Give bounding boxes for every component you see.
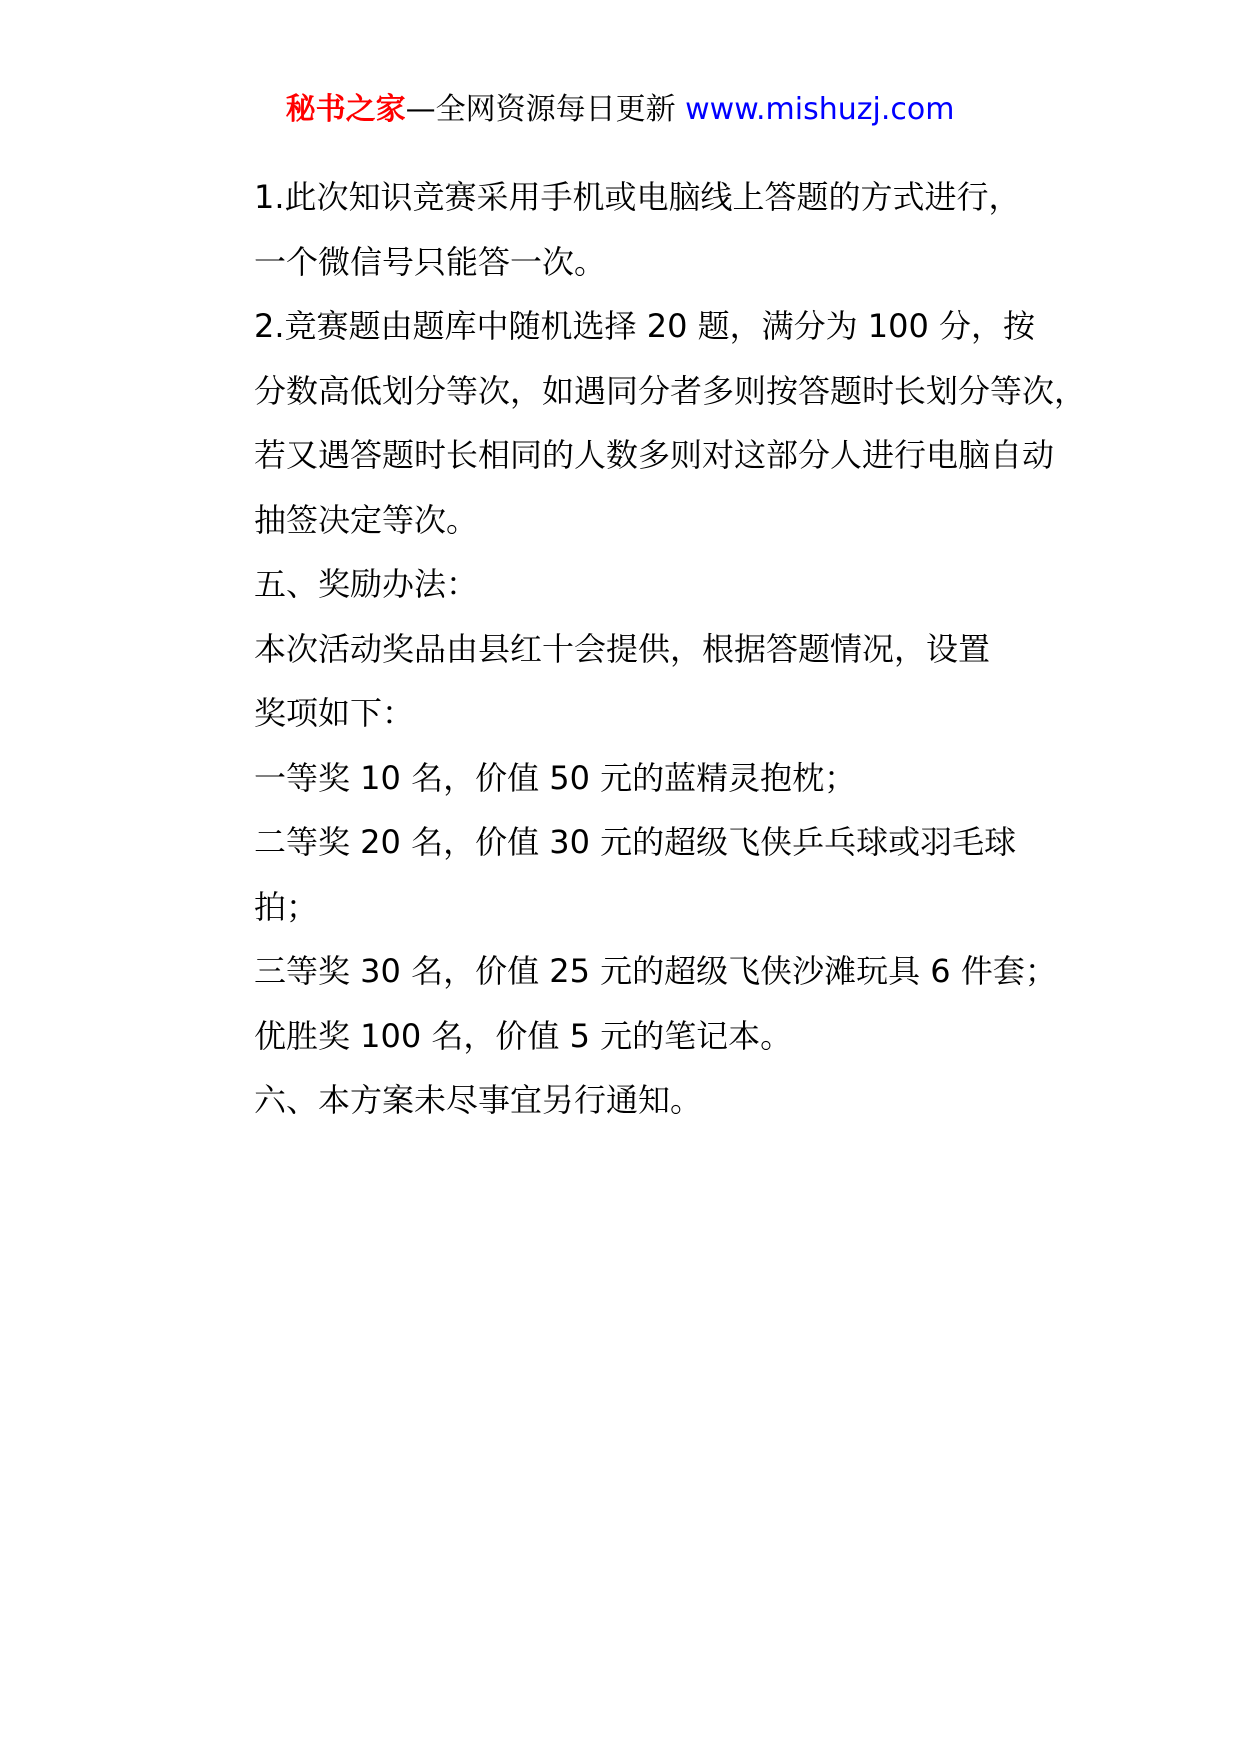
rule-paragraph-1 [188, 165, 1068, 294]
section-heading-other: 六、本方案未尽事宜另行通知。 [254, 1081, 703, 1119]
rule-paragraph-2 [188, 294, 1087, 552]
text-line: 2.竞赛题由题库中随机选择 20 题，满分为 100 分，按 [254, 307, 1036, 345]
text-line: 一个微信号只能答一次。 [254, 242, 607, 281]
text-line: 分数高低划分等次，如遇同分者多则按答题时长划分等次， [254, 371, 1087, 410]
text-line: 奖项如下： [254, 694, 415, 732]
document-body [188, 165, 1087, 1133]
text-line: 抽签决定等次。 [254, 500, 479, 539]
text-line: 1.此次知识竞赛采用手机或电脑线上答题的方式进行， [254, 178, 1021, 216]
brand-name: 秘书之家 [285, 92, 406, 127]
prize-first: 一等奖 10 名，价值 50 元的蓝精灵抱枕； [254, 758, 857, 797]
text-line: 若又遇答题时长相同的人数多则对这部分人进行电脑自动 [254, 436, 1055, 474]
header-tagline: —全网资源每日更新 [405, 92, 676, 127]
prize-excellence: 优胜奖 100 名，价值 5 元的笔记本。 [254, 1016, 793, 1055]
page-header [0, 88, 1240, 132]
header-url-link[interactable]: www.mishuzj.com [685, 92, 955, 127]
prize-third: 三等奖 30 名，价值 25 元的超级飞侠沙滩玩具 6 件套； [254, 952, 1057, 990]
section-heading-rewards: 五、奖励办法： [254, 565, 479, 603]
text-line: 拍； [254, 887, 319, 926]
prize-second [188, 810, 1068, 939]
rewards-intro-paragraph [188, 617, 1068, 746]
text-line: 二等奖 20 名，价值 30 元的超级飞侠乒乓球或羽毛球 [254, 823, 1017, 861]
text-line: 本次活动奖品由县红十会提供，根据答题情况，设置 [254, 629, 991, 668]
